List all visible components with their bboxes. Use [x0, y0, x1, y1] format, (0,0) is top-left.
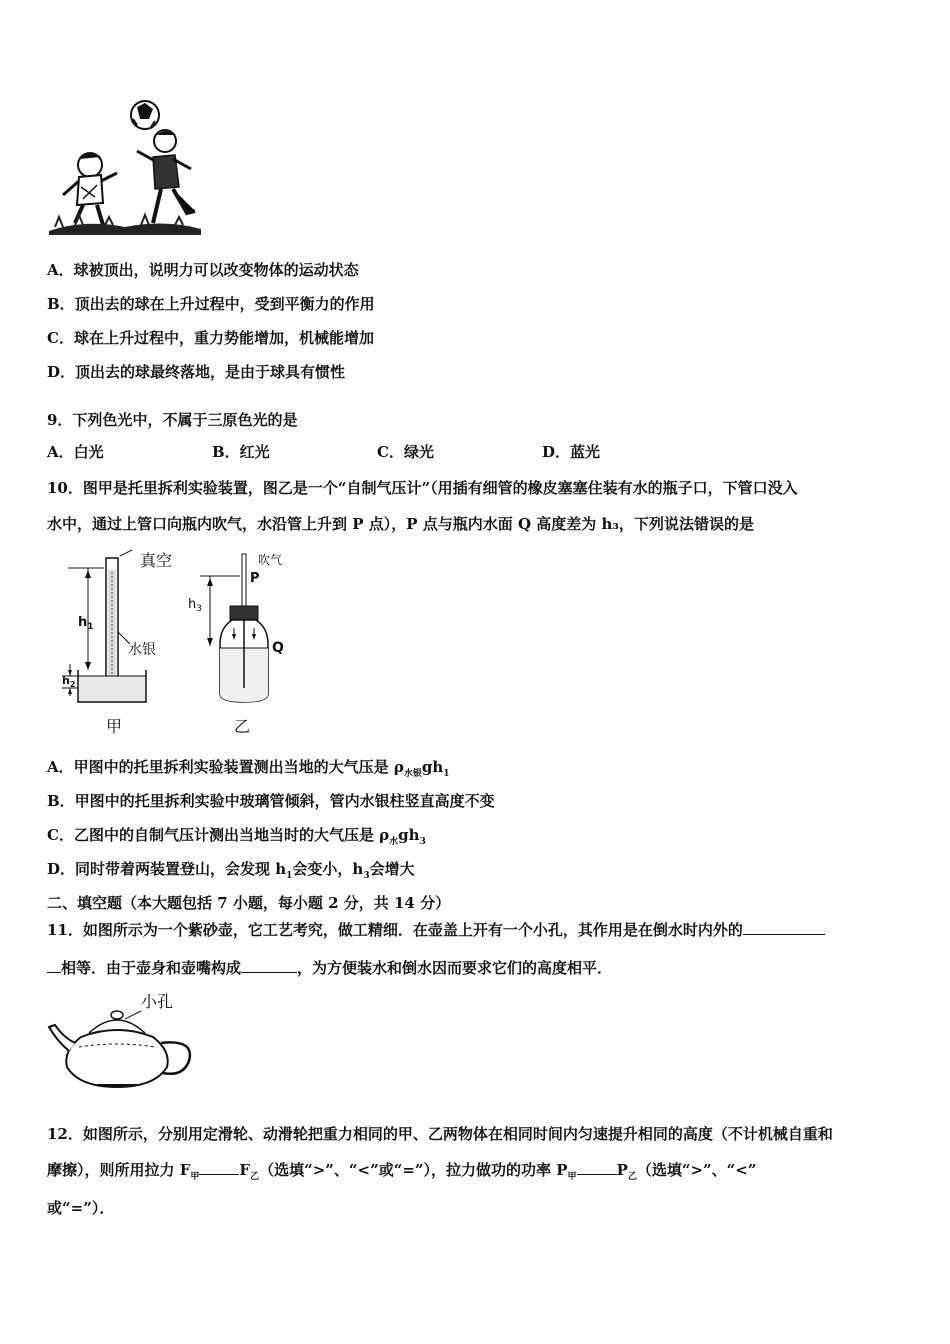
q11-blank-2[interactable]	[241, 958, 297, 973]
teapot-figure	[45, 985, 205, 1095]
q8-option-b: B．顶出去的球在上升过程中，受到平衡力的作用	[47, 295, 375, 313]
q9-option-b: B．红光	[212, 443, 270, 461]
yi-label: 乙	[234, 717, 251, 736]
vacuum-label: 真空	[140, 551, 173, 570]
q10-option-a: A．甲图中的托里拆利实验装置测出当地的大气压是 $\rho_{水银}gh_1$	[47, 758, 450, 779]
q10-option-c: C．乙图中的自制气压计测出当地当时的大气压是 $\rho_水gh_3$	[47, 826, 426, 847]
section-2-heading: 二、填空题（本大题包括 7 小题，每小题 2 分，共 14 分）	[47, 894, 451, 912]
q9-option-d: D．蓝光	[542, 443, 601, 461]
q10-stem-line2: 水中，通过上管口向瓶内吹气，水沿管上升到 P 点），P 点与瓶内水面 Q 高度差为 h₃，下列说法错误的是	[47, 515, 754, 533]
q9-stem: 9．下列色光中，不属于三原色光的是	[47, 411, 298, 429]
q11-blank-1-cont[interactable]	[47, 958, 61, 973]
q11-line1: 11．如图所示为一个紫砂壶，它工艺考究，做工精细．在壶盖上开有一个小孔，其作用是在倒水时内外的	[47, 920, 825, 940]
q8-option-d: D．顶出去的球最终落地，是由于球具有惯性	[47, 363, 346, 381]
q12-line2: 摩擦），则所用拉力 $F_甲$ $F_乙$（选填“>”、“<”或“=”），拉力做功的功率 $P_甲$ $P_乙$（选填“>”、“<”	[47, 1161, 757, 1182]
q8-option-c: C．球在上升过程中，重力势能增加，机械能增加	[47, 329, 374, 347]
soccer-kids-figure	[45, 95, 205, 240]
svg-text:h1	[78, 615, 94, 632]
q9-option-c: C．绿光	[377, 443, 434, 461]
h1-label: h	[78, 615, 88, 630]
q12-line1: 12．如图所示，分别用定滑轮、动滑轮把重力相同的甲、乙两物体在相同时间内匀速提升相同的高度（不计机械自重和	[47, 1125, 833, 1143]
mercury-label: 水银	[128, 642, 156, 658]
small-hole-label: 小孔	[141, 992, 174, 1011]
torricelli-figure	[58, 548, 188, 738]
h1-subscript: 1	[87, 622, 94, 632]
q10-stem-line1: 10．图甲是托里拆利实验装置，图乙是一个“自制气压计”（用插有细管的橡皮塞塞住装有水的瓶子口，下管口没入	[47, 479, 798, 497]
svg-text:h3	[188, 597, 202, 614]
h2-label: h	[62, 674, 70, 687]
q12-line3: 或“=”）．	[47, 1199, 115, 1217]
q10-option-b: B．甲图中的托里拆利实验中玻璃管倾斜，管内水银柱竖直高度不变	[47, 792, 495, 810]
q11-line2: 相等．由于壶身和壶嘴构成 ，为方便装水和倒水因而要求它们的高度相平．	[47, 958, 612, 978]
q9-option-a: A．白光	[47, 443, 104, 461]
blow-label: 吹气	[258, 553, 283, 567]
q10-option-d: D．同时带着两装置登山，会发现 $h_1$会变小，$h_3$会增大	[47, 860, 415, 881]
q12-blank-force[interactable]	[199, 1160, 239, 1175]
q11-blank-1[interactable]	[743, 920, 825, 935]
q8-option-a: A．球被顶出，说明力可以改变物体的运动状态	[47, 261, 359, 279]
h3-subscript: 3	[196, 604, 202, 614]
point-q-label: Q	[272, 640, 284, 656]
h2-subscript: 2	[69, 680, 76, 689]
q12-blank-power[interactable]	[577, 1160, 617, 1175]
jia-label: 甲	[106, 717, 123, 736]
point-p-label: P	[250, 571, 260, 586]
barometer-figure	[186, 548, 306, 738]
h3-label: h	[188, 597, 197, 612]
